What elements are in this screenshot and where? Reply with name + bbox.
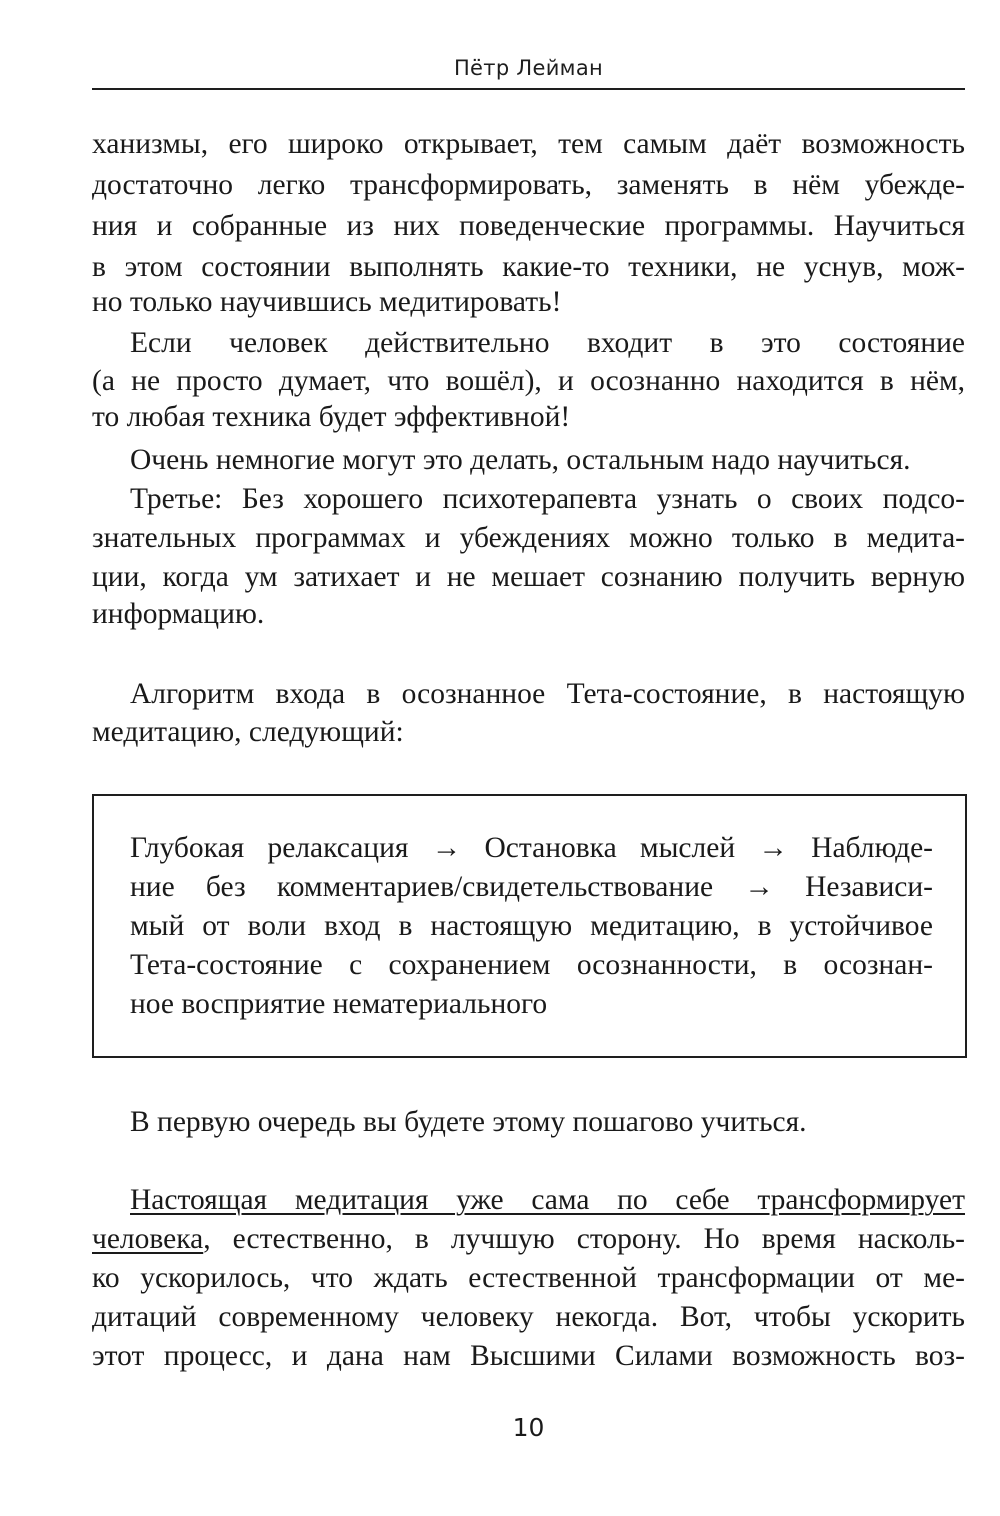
running-header: Пётр Лейман (453, 56, 604, 80)
text-line: этот процесс, и дана нам Высшими Силами возможность воз- (92, 1340, 965, 1372)
callout-line: ное восприятие нематериального (130, 988, 548, 1020)
text-line: информацию. (92, 598, 265, 630)
text-line: Очень немногие могут это делать, остальным надо научиться. (130, 444, 911, 476)
underlined-phrase: человека (92, 1223, 204, 1255)
text-line: в этом состоянии выполнять какие-то техники, не уснув, мож- (92, 251, 965, 283)
text-line: дитаций современному человеку некогда. Вот, чтобы ускорить (92, 1301, 965, 1333)
text-line: но только научившись медитировать! (92, 286, 562, 318)
callout-line: мый от воли вход в настоящую медитацию, в устойчивое (130, 910, 933, 942)
text-line (92, 1219, 965, 1259)
text-line: ции, когда ум затихает и не мешает сознанию получить верную (92, 561, 965, 593)
text-line: достаточно легко трансформировать, заменять в нём убежде- (92, 169, 965, 201)
text-line: знательных программах и убеждениях можно только в медита- (92, 522, 965, 554)
text-run: , естественно, в лучшую сторону. Но время насколь- (203, 1223, 965, 1255)
text-line (130, 1180, 965, 1220)
text-line: ханизмы, его широко открывает, тем самым даёт возможность (92, 128, 965, 160)
text-line: (а не просто думает, что вошёл), и осознанно находится в нём, (92, 365, 965, 397)
text-line: Если человек действительно входит в это состояние (130, 327, 965, 359)
callout-line: ние без комментариев/свидетельствование → Независи- (130, 871, 933, 903)
text-line: то любая техника будет эффективной! (92, 401, 571, 433)
text-line: ко ускорилось, что ждать естественной трансформации от ме- (92, 1262, 965, 1294)
underlined-phrase: Настоящая медитация уже сама по себе трансформирует (130, 1184, 965, 1216)
text-line: Алгоритм входа в осознанное Тета-состояние, в настоящую (130, 678, 965, 710)
text-line: ния и собранные из них поведенческие программы. Научиться (92, 210, 965, 242)
callout-line: Тета-состояние с сохранением осознанности, в осознан- (130, 949, 933, 981)
header-divider (92, 88, 965, 90)
text-line: медитацию, следующий: (92, 716, 404, 748)
text-line: Третье: Без хорошего психотерапевта узнать о своих подсо- (130, 483, 965, 515)
page-number: 10 (512, 1413, 545, 1442)
callout-line: Глубокая релаксация → Остановка мыслей → Наблюде- (130, 832, 933, 864)
text-line: В первую очередь вы будете этому пошагово учиться. (130, 1106, 807, 1138)
